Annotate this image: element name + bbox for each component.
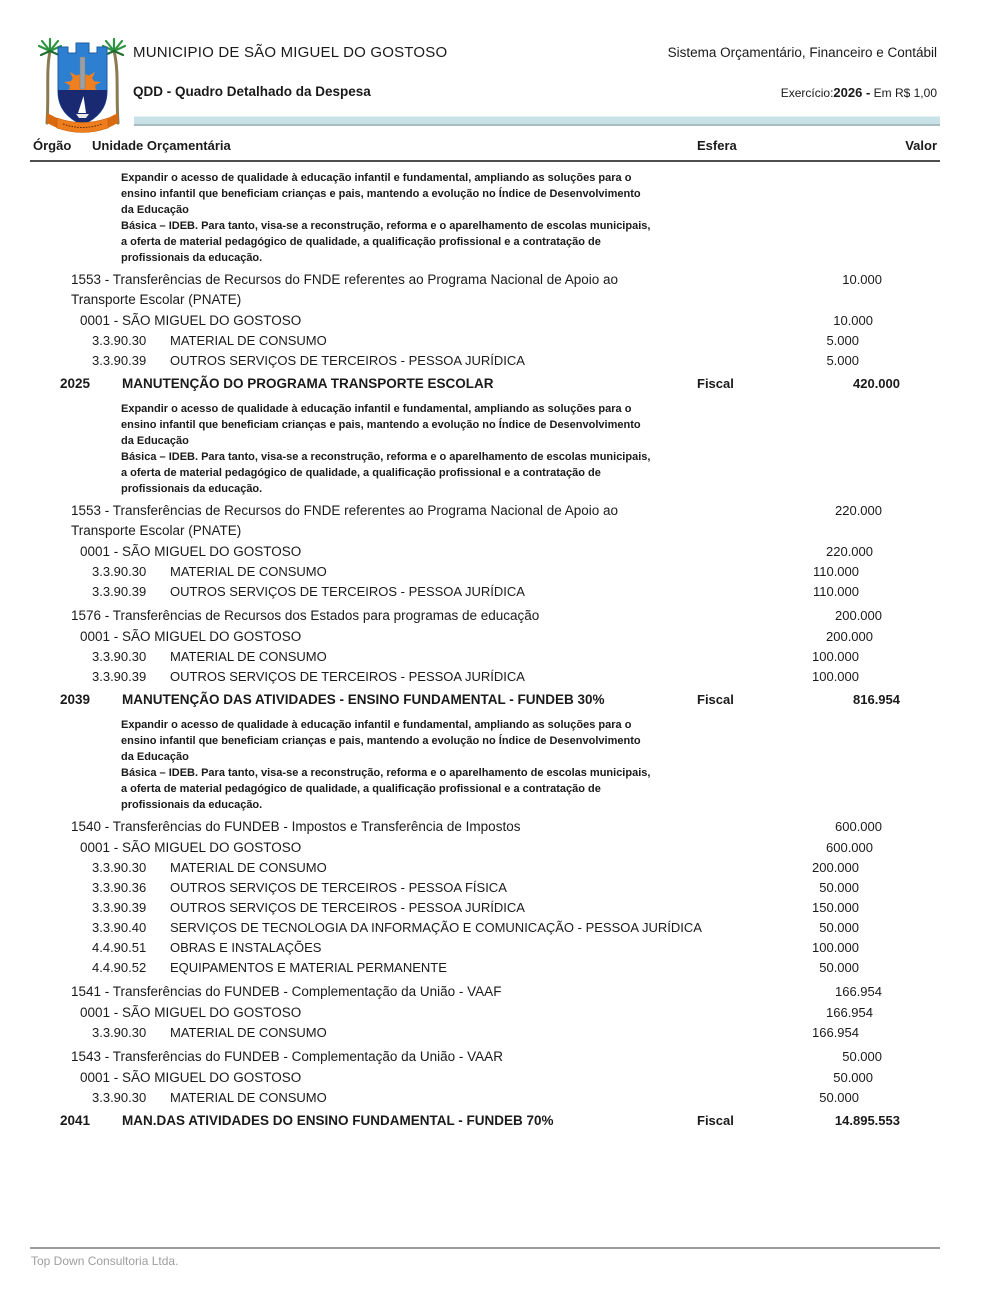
value-cell: 220.000 — [835, 503, 882, 518]
unit-label: 0001 - SÃO MIGUEL DO GOSTOSO — [80, 1070, 302, 1085]
value-cell: 100.000 — [812, 940, 859, 955]
column-header-orgao: Órgão — [33, 138, 72, 153]
unit-row — [0, 1068, 1000, 1088]
element-code: 4.4.90.51 — [92, 940, 147, 955]
value-cell: 200.000 — [826, 629, 873, 644]
element-row — [0, 647, 1000, 667]
element-row — [0, 582, 1000, 602]
element-code: 3.3.90.30 — [92, 333, 147, 348]
column-header-unidade: Unidade Orçamentária — [92, 138, 231, 153]
value-cell: 14.895.553 — [834, 1113, 900, 1128]
value-cell: 166.954 — [835, 984, 882, 999]
value-cell: 10.000 — [833, 313, 873, 328]
element-row — [0, 858, 1000, 878]
action-row — [0, 373, 1000, 395]
program-label: 1543 - Transferências do FUNDEB - Complementação da União - VAAR — [71, 1049, 503, 1064]
value-cell: 200.000 — [812, 860, 859, 875]
description-line: da Educação — [121, 751, 189, 763]
description-line: profissionais da educação. — [121, 483, 263, 495]
description-line: da Educação — [121, 435, 189, 447]
value-cell: 50.000 — [819, 960, 859, 975]
description-line: Básica – IDEB. Para tanto, visa-se a reconstrução, reforma e o aparelhamento de escolas municipais, — [121, 451, 651, 463]
value-cell: 100.000 — [812, 649, 859, 664]
exercise-year: 2026 - — [833, 85, 871, 100]
element-label: OUTROS SERVIÇOS DE TERCEIROS - PESSOA JURÍDICA — [170, 669, 525, 684]
element-label: MATERIAL DE CONSUMO — [170, 564, 327, 579]
element-row — [0, 331, 1000, 351]
municipality-name: MUNICIPIO DE SÃO MIGUEL DO GOSTOSO — [133, 44, 448, 61]
value-cell: 100.000 — [812, 669, 859, 684]
unit-label: 0001 - SÃO MIGUEL DO GOSTOSO — [80, 313, 302, 328]
esfera-cell: Fiscal — [697, 376, 734, 391]
element-row — [0, 918, 1000, 938]
element-code: 3.3.90.30 — [92, 564, 147, 579]
value-cell: 166.954 — [812, 1025, 859, 1040]
element-code: 3.3.90.36 — [92, 880, 147, 895]
description-line: ensino infantil que beneficiam crianças e pais, mantendo a evolução no Índice de Desenvolvimento — [121, 735, 641, 747]
report-title: QDD - Quadro Detalhado da Despesa — [133, 84, 371, 99]
unit-label: 0001 - SÃO MIGUEL DO GOSTOSO — [80, 1005, 302, 1020]
element-code: 3.3.90.39 — [92, 353, 147, 368]
element-label: OUTROS SERVIÇOS DE TERCEIROS - PESSOA JURÍDICA — [170, 353, 525, 368]
column-header-valor: Valor — [905, 138, 937, 153]
element-label: MATERIAL DE CONSUMO — [170, 860, 327, 875]
header-accent-bar — [134, 116, 940, 126]
element-row — [0, 898, 1000, 918]
element-code: 3.3.90.30 — [92, 1025, 147, 1040]
value-cell: 816.954 — [853, 692, 900, 707]
footer-divider — [30, 1247, 940, 1249]
column-header-esfera: Esfera — [697, 138, 737, 153]
table-column-headers — [0, 138, 1000, 160]
description-line: Básica – IDEB. Para tanto, visa-se a reconstrução, reforma e o aparelhamento de escolas municipais, — [121, 767, 651, 779]
value-cell: 150.000 — [812, 900, 859, 915]
element-row — [0, 667, 1000, 687]
value-cell: 50.000 — [842, 1049, 882, 1064]
unit-row — [0, 1003, 1000, 1023]
description-line: Expandir o acesso de qualidade à educação infantil e fundamental, ampliando as soluções para o — [121, 719, 632, 731]
program-label: 1553 - Transferências de Recursos do FNDE referentes ao Programa Nacional de Apoio ao Transporte Escolar (PNATE) — [71, 272, 619, 307]
element-label: SERVIÇOS DE TECNOLOGIA DA INFORMAÇÃO E COMUNICAÇÃO - PESSOA JURÍDICA — [170, 920, 702, 935]
element-row — [0, 1088, 1000, 1108]
description-line: a oferta de material pedagógico de qualidade, a qualificação profissional e a contratação de — [121, 783, 601, 795]
tower-icon — [80, 57, 85, 89]
unit-label: 0001 - SÃO MIGUEL DO GOSTOSO — [80, 629, 302, 644]
element-row — [0, 938, 1000, 958]
element-row — [0, 351, 1000, 371]
unit-row — [0, 838, 1000, 858]
element-label: OUTROS SERVIÇOS DE TERCEIROS - PESSOA FÍSICA — [170, 880, 507, 895]
description-block — [0, 401, 1000, 497]
program-row — [0, 817, 1000, 837]
element-code: 3.3.90.39 — [92, 669, 147, 684]
description-line: ensino infantil que beneficiam crianças e pais, mantendo a evolução no Índice de Desenvolvimento — [121, 188, 641, 200]
unit-label: 0001 - SÃO MIGUEL DO GOSTOSO — [80, 840, 302, 855]
action-title: MANUTENÇÃO DAS ATIVIDADES - ENSINO FUNDAMENTAL - FUNDEB 30% — [122, 692, 605, 707]
element-code: 3.3.90.30 — [92, 1090, 147, 1105]
unit-label: 0001 - SÃO MIGUEL DO GOSTOSO — [80, 544, 302, 559]
value-cell: 420.000 — [853, 376, 900, 391]
program-label: 1541 - Transferências do FUNDEB - Complementação da União - VAAF — [71, 984, 502, 999]
exercise-info — [781, 85, 937, 100]
element-code: 3.3.90.30 — [92, 649, 147, 664]
currency-note: Em R$ 1,00 — [873, 86, 937, 100]
value-cell: 5.000 — [826, 333, 859, 348]
element-label: MATERIAL DE CONSUMO — [170, 649, 327, 664]
program-label: 1576 - Transferências de Recursos dos Estados para programas de educação — [71, 608, 540, 623]
element-code: 3.3.90.30 — [92, 860, 147, 875]
unit-row — [0, 627, 1000, 647]
description-block — [0, 170, 1000, 266]
action-title: MAN.DAS ATIVIDADES DO ENSINO FUNDAMENTAL - FUNDEB 70% — [122, 1113, 554, 1128]
description-block — [0, 717, 1000, 813]
esfera-cell: Fiscal — [697, 692, 734, 707]
description-line: ensino infantil que beneficiam crianças e pais, mantendo a evolução no Índice de Desenvolvimento — [121, 419, 641, 431]
value-cell: 220.000 — [826, 544, 873, 559]
description-line: a oferta de material pedagógico de qualidade, a qualificação profissional e a contratação de — [121, 236, 601, 248]
value-cell: 50.000 — [819, 880, 859, 895]
element-label: OBRAS E INSTALAÇÕES — [170, 940, 322, 955]
description-line: da Educação — [121, 204, 189, 216]
value-cell: 50.000 — [819, 1090, 859, 1105]
municipality-crest-icon — [35, 32, 130, 134]
element-label: MATERIAL DE CONSUMO — [170, 333, 327, 348]
unit-row — [0, 311, 1000, 331]
element-row — [0, 1023, 1000, 1043]
exercise-label: Exercício: — [780, 86, 834, 100]
value-cell: 200.000 — [835, 608, 882, 623]
description-line: Expandir o acesso de qualidade à educação infantil e fundamental, ampliando as soluções para o — [121, 172, 632, 184]
esfera-cell: Fiscal — [697, 1113, 734, 1128]
action-code: 2025 — [60, 376, 91, 391]
description-line: profissionais da educação. — [121, 799, 263, 811]
value-cell: 110.000 — [812, 564, 859, 579]
program-label: 1553 - Transferências de Recursos do FNDE referentes ao Programa Nacional de Apoio ao Transporte Escolar (PNATE) — [71, 503, 619, 538]
description-line: Expandir o acesso de qualidade à educação infantil e fundamental, ampliando as soluções para o — [121, 403, 632, 415]
program-row — [0, 270, 1000, 310]
element-code: 3.3.90.40 — [92, 920, 147, 935]
footer-company: Top Down Consultoria Ltda. — [31, 1254, 179, 1268]
element-label: OUTROS SERVIÇOS DE TERCEIROS - PESSOA JURÍDICA — [170, 900, 525, 915]
element-label: MATERIAL DE CONSUMO — [170, 1025, 327, 1040]
value-cell: 110.000 — [812, 584, 859, 599]
element-row — [0, 562, 1000, 582]
element-code: 4.4.90.52 — [92, 960, 147, 975]
action-row — [0, 1110, 1000, 1132]
action-title: MANUTENÇÃO DO PROGRAMA TRANSPORTE ESCOLAR — [122, 376, 494, 391]
report-body — [0, 164, 1000, 1132]
description-line: profissionais da educação. — [121, 252, 263, 264]
unit-row — [0, 542, 1000, 562]
value-cell: 50.000 — [833, 1070, 873, 1085]
element-row — [0, 878, 1000, 898]
element-row — [0, 958, 1000, 978]
element-label: EQUIPAMENTOS E MATERIAL PERMANENTE — [170, 960, 447, 975]
value-cell: 5.000 — [826, 353, 859, 368]
value-cell: 600.000 — [835, 819, 882, 834]
value-cell: 600.000 — [826, 840, 873, 855]
element-label: MATERIAL DE CONSUMO — [170, 1090, 327, 1105]
program-row — [0, 606, 1000, 626]
program-row — [0, 501, 1000, 541]
program-label: 1540 - Transferências do FUNDEB - Impostos e Transferência de Impostos — [71, 819, 521, 834]
action-code: 2041 — [60, 1113, 91, 1128]
action-code: 2039 — [60, 692, 91, 707]
element-code: 3.3.90.39 — [92, 584, 147, 599]
element-label: OUTROS SERVIÇOS DE TERCEIROS - PESSOA JURÍDICA — [170, 584, 525, 599]
system-name: Sistema Orçamentário, Financeiro e Contábil — [667, 45, 937, 60]
value-cell: 50.000 — [819, 920, 859, 935]
description-line: Básica – IDEB. Para tanto, visa-se a reconstrução, reforma e o aparelhamento de escolas municipais, — [121, 220, 651, 232]
description-line: a oferta de material pedagógico de qualidade, a qualificação profissional e a contratação de — [121, 467, 601, 479]
program-row — [0, 1047, 1000, 1067]
action-row — [0, 689, 1000, 711]
program-row — [0, 982, 1000, 1002]
element-code: 3.3.90.39 — [92, 900, 147, 915]
value-cell: 166.954 — [826, 1005, 873, 1020]
value-cell: 10.000 — [842, 272, 882, 287]
